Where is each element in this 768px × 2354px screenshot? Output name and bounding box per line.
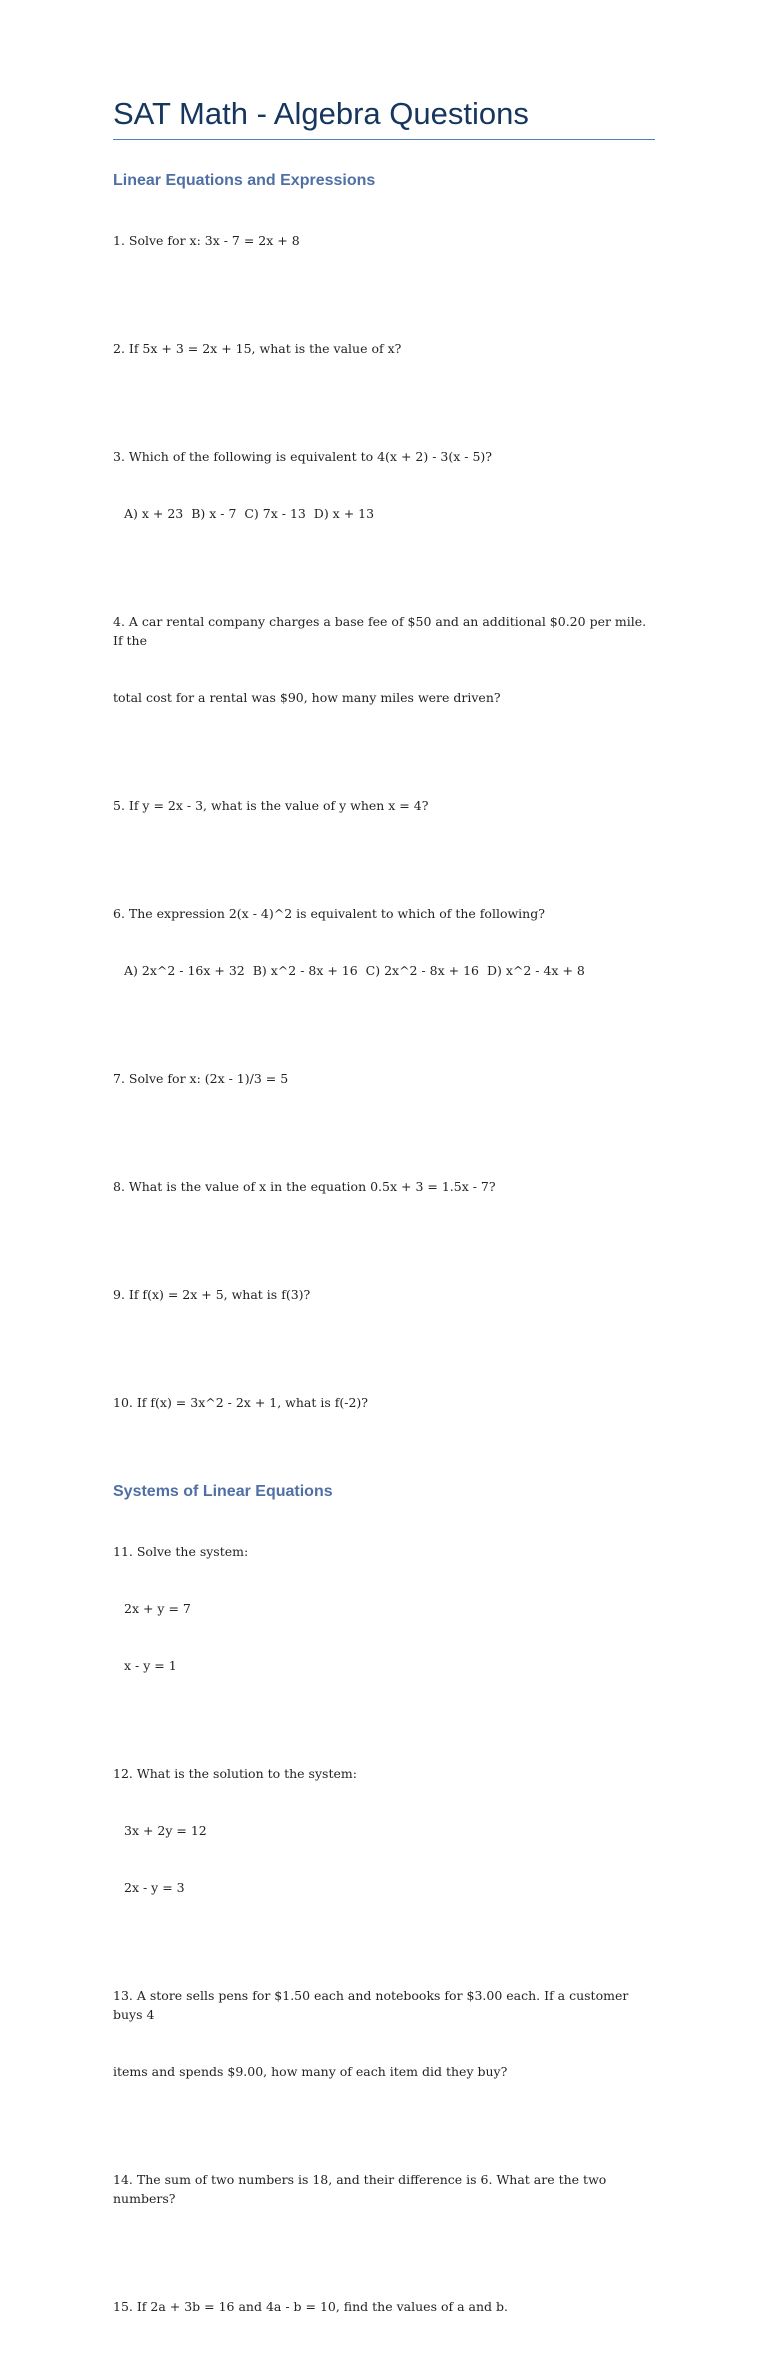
section-linear-equations	[113, 171, 655, 1450]
answer-choices: A) 2x^2 - 16x + 32 B) x^2 - 8x + 16 C) 2x^2 - 8x + 16 D) x^2 - 4x + 8	[124, 963, 585, 978]
question-10	[113, 1355, 655, 1450]
page-title: SAT Math - Algebra Questions	[113, 92, 655, 140]
question-13	[113, 1948, 655, 2119]
section-heading: Systems of Linear Equations	[113, 1483, 333, 1500]
question-11	[113, 1504, 655, 1713]
question-1	[113, 193, 655, 288]
question-text: 9. If f(x) = 2x + 5, what is f(3)?	[113, 1287, 311, 1302]
question-2	[113, 301, 655, 396]
question-12	[113, 1726, 655, 1935]
answer-choices: A) x + 23 B) x - 7 C) 7x - 13 D) x + 13	[124, 506, 375, 521]
question-text: 3. Which of the following is equivalent to 4(x + 2) - 3(x - 5)?	[113, 449, 492, 464]
question-15	[113, 2259, 655, 2354]
question-text-continued: total cost for a rental was $90, how many miles were driven?	[113, 690, 501, 705]
question-text: 15. If 2a + 3b = 16 and 4a - b = 10, find the values of a and b.	[113, 2299, 508, 2314]
question-text: 10. If f(x) = 3x^2 - 2x + 1, what is f(-2)?	[113, 1395, 369, 1410]
question-8	[113, 1139, 655, 1234]
equation-line: 3x + 2y = 12	[124, 1823, 207, 1838]
question-text: 2. If 5x + 3 = 2x + 15, what is the value of x?	[113, 341, 402, 356]
section-heading: Linear Equations and Expressions	[113, 172, 376, 189]
equation-line: 2x - y = 3	[124, 1880, 185, 1895]
question-text: 7. Solve for x: (2x - 1)/3 = 5	[113, 1071, 289, 1086]
question-6	[113, 866, 655, 1018]
question-text: 8. What is the value of x in the equation 0.5x + 3 = 1.5x - 7?	[113, 1179, 496, 1194]
question-7	[113, 1031, 655, 1126]
document-page	[113, 92, 655, 2354]
section-systems-of-equations	[113, 1482, 655, 2354]
question-text: 4. A car rental company charges a base fee of $50 and an additional $0.20 per mile. If the	[113, 614, 651, 648]
question-text: 13. A store sells pens for $1.50 each and notebooks for $3.00 each. If a customer buys 4	[113, 1988, 633, 2022]
question-9	[113, 1247, 655, 1342]
equation-line: 2x + y = 7	[124, 1601, 191, 1616]
question-text: 6. The expression 2(x - 4)^2 is equivalent to which of the following?	[113, 906, 545, 921]
question-text: 12. What is the solution to the system:	[113, 1766, 357, 1781]
question-5	[113, 758, 655, 853]
question-text: 5. If y = 2x - 3, what is the value of y when x = 4?	[113, 798, 429, 813]
question-text: 11. Solve the system:	[113, 1544, 249, 1559]
question-text-continued: items and spends $9.00, how many of each item did they buy?	[113, 2064, 508, 2079]
question-3	[113, 409, 655, 561]
question-4	[113, 574, 655, 745]
equation-line: x - y = 1	[124, 1658, 177, 1673]
question-text: 1. Solve for x: 3x - 7 = 2x + 8	[113, 233, 300, 248]
question-14	[113, 2132, 655, 2246]
question-text: 14. The sum of two numbers is 18, and their difference is 6. What are the two numbers?	[113, 2172, 611, 2206]
